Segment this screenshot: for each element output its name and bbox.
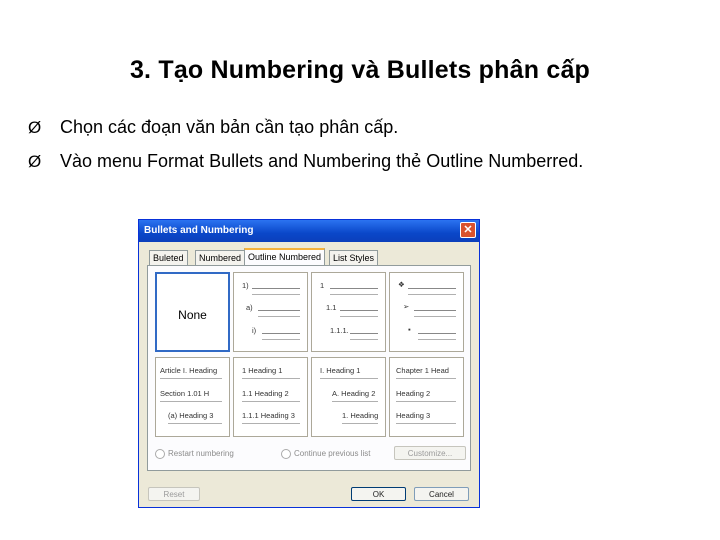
heading-3-sample: Heading 3	[396, 411, 431, 420]
bullet-item-2	[28, 151, 583, 172]
gallery-cell-article[interactable]	[155, 357, 230, 437]
bullet-item-1	[28, 117, 398, 138]
heading-1-sample: Chapter 1 Head	[396, 366, 449, 375]
bullet-text: Chọn các đoạn văn bản cần tạo phân cấp.	[60, 117, 399, 137]
dialog-title: Bullets and Numbering	[144, 225, 254, 236]
heading-3-sample: 1. Heading	[342, 411, 379, 420]
heading-3-sample: (a) Heading 3	[168, 411, 214, 420]
gallery-cell-chapter[interactable]	[389, 357, 464, 437]
arrow-bullet-icon: ➢	[403, 302, 410, 311]
heading-3-sample: 1.1.1 Heading 3	[242, 411, 295, 420]
gallery-cell-heading-roman[interactable]	[311, 357, 386, 437]
arrowhead-bullet-icon: Ø	[28, 118, 42, 137]
restart-numbering-label: Restart numbering	[168, 449, 234, 459]
radio-icon	[281, 449, 291, 459]
gallery-cell-symbols[interactable]	[389, 272, 464, 352]
radio-icon	[155, 449, 165, 459]
heading-2-sample: Heading 2	[396, 389, 431, 398]
gallery-cell-paren[interactable]	[233, 272, 308, 352]
continue-list-label: Continue previous list	[294, 449, 371, 459]
gallery-cell-none[interactable]	[155, 272, 230, 352]
tab-list-styles[interactable]: List Styles	[329, 250, 378, 265]
tab-bulleted[interactable]: Buleted	[149, 250, 188, 265]
arrowhead-bullet-icon: Ø	[28, 152, 42, 171]
gallery-cell-decimal[interactable]	[311, 272, 386, 352]
level-3-label: 1.1.1.	[330, 326, 349, 335]
heading-1-sample: 1 Heading 1	[242, 366, 283, 375]
none-label: None	[178, 308, 207, 322]
reset-button[interactable]: Reset	[148, 487, 200, 501]
heading-2-sample: A. Heading 2	[332, 389, 376, 398]
level-2-label: 1.1	[326, 303, 337, 312]
bullets-numbering-dialog	[138, 219, 480, 508]
bullet-text: Vào menu Format Bullets and Numbering thẻ Outline Numberred.	[60, 151, 584, 171]
square-bullet-icon: ▪	[408, 325, 411, 334]
gallery-cell-heading-decimal[interactable]	[233, 357, 308, 437]
outline-gallery	[147, 265, 471, 471]
restart-numbering-option[interactable]	[155, 449, 234, 459]
level-2-label: a)	[246, 303, 253, 312]
customize-button[interactable]: Customize...	[394, 446, 466, 460]
slide-title: 3. Tạo Numbering và Bullets phân cấp	[129, 56, 591, 84]
heading-2-sample: Section 1.01 H	[160, 389, 210, 398]
heading-2-sample: 1.1 Heading 2	[242, 389, 289, 398]
close-icon[interactable]: ✕	[460, 222, 476, 238]
level-1-label: 1)	[242, 281, 249, 290]
level-1-label: 1	[320, 281, 325, 290]
ok-button[interactable]: OK	[351, 487, 406, 501]
diamond-bullet-icon: ❖	[398, 280, 405, 289]
dialog-titlebar[interactable]	[139, 220, 479, 242]
cancel-button[interactable]: Cancel	[414, 487, 469, 501]
level-3-label: i)	[252, 326, 257, 335]
heading-1-sample: I. Heading 1	[320, 366, 361, 375]
tab-outline-numbered[interactable]: Outline Numbered	[244, 248, 325, 266]
continue-list-option[interactable]	[281, 449, 370, 459]
tab-numbered[interactable]: Numbered	[195, 250, 245, 265]
heading-1-sample: Article I. Heading	[160, 366, 218, 375]
